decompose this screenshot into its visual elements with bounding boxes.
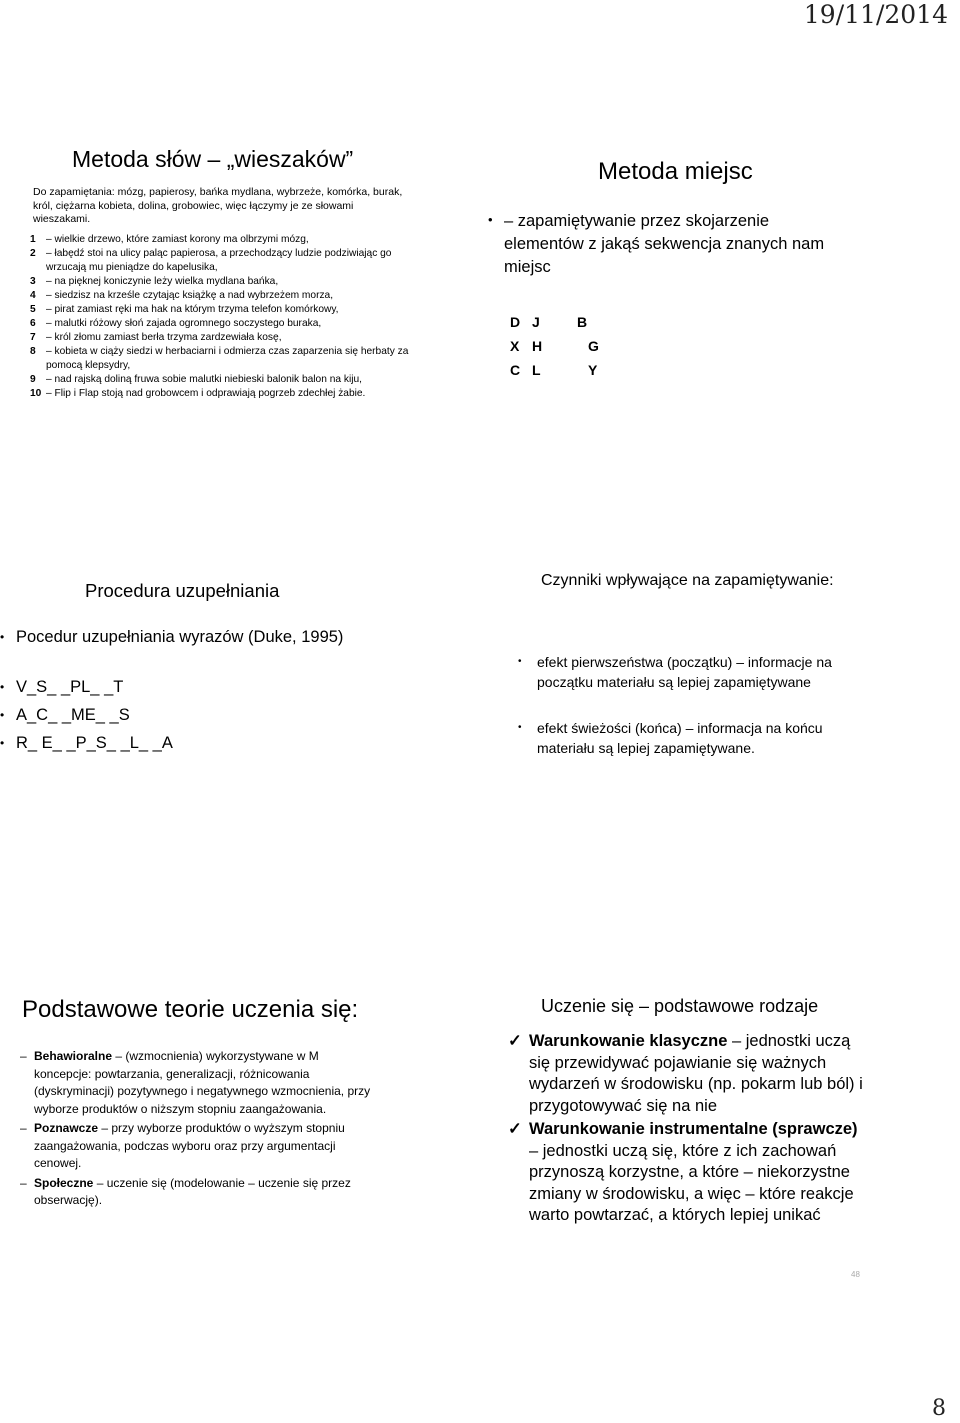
slide6-list [508,1031,868,1229]
bullet-icon: • [0,680,5,694]
list-item: 1 – wielkie drzewo, które zamiast korony ma olbrzymi mózg, [30,234,309,245]
grid-letter: H [532,338,543,354]
list-item: 10 – Flip i Flap stoją nad grobowcem i odprawiają pogrzeb zdechłej żabie. [30,388,366,399]
slide-number: 48 [851,1270,860,1279]
list-item: • A_C_ _ME_ _S [0,706,130,724]
grid-letter: C [510,362,521,378]
bullet-icon: • [518,722,522,733]
slide1-list [30,233,410,401]
checkmark-icon: ✓ [508,1032,522,1050]
slide5-title: Podstawowe teorie uczenia się: [22,996,359,1023]
list-item: • Pocedur uzupełniania wyrazów (Duke, 1995) [0,628,344,646]
list-item: 3 – na pięknej koniczynie leży wielka mydlana bańka, [30,276,279,287]
list-item: 2 – łabędź stoi na ulicy paląc papierosa, a przechodzący ludzie podziwiając go wrzucają mu pieniądze do kapelusika, [30,248,392,273]
slide3-title: Procedura uzupełniania [85,580,280,601]
bullet-icon: • [518,656,522,667]
slide4-list [518,652,863,758]
list-item: 7 – król złomu zamiast berła trzyma zardzewiała kosę, [30,332,282,343]
list-item: ✓ Warunkowanie instrumentalne (sprawcze) – jednostki uczą się, które z ich zachowań przynoszą korzystne, a które – niekorzystne zmiany w środowisku, a więc – które reakcje warto powtarzać, a których lepiej unikać [508,1120,858,1224]
grid-letter: D [510,314,521,330]
list-item: • R_ E_ _P_S_ _L_ _A [0,734,173,752]
bullet-icon: • [0,630,5,644]
list-item: 5 – pirat zamiast ręki ma hak na którym trzyma telefon komórkowy, [30,304,339,315]
list-item: • V_S_ _PL_ _T [0,678,124,696]
slide2-bullet: • – zapamiętywanie przez skojarzenie elementów z jakąś sekwencja znanych nam miejsc [488,210,843,279]
list-item: ✓ Warunkowanie klasyczne – jednostki uczą się przewidywać pojawianie się ważnych wydarzeń w środowisku (np. pokarm lub ból) i przygotowywać się na nie [508,1032,863,1115]
grid-letter: J [532,314,540,330]
list-item: 4 – siedzisz na krześle czytając książkę a nad wybrzeżem morza, [30,290,334,301]
list-item: • efekt pierwszeństwa (początku) – informacje na początku materiału są lepiej zapamiętywane [518,654,832,690]
bullet-icon: • [0,736,5,750]
bullet-icon: • [0,708,5,722]
grid-letter: L [532,362,541,378]
slide4-title: Czynniki wpływające na zapamiętywanie: [541,572,834,589]
slide5-list [20,1048,375,1212]
list-item: – Poznawcze – przy wyborze produktów o wyższym stopniu zaangażowania, podczas wyboru oraz przy argumentacji cenowej. [20,1121,345,1170]
grid-letter: G [588,338,599,354]
bullet-icon: • [488,212,493,227]
list-item: – Behawioralne – (wzmocnienia) wykorzystywane w M koncepcje: powtarzania, generalizacji, różnicowania (dyskryminacji) pozytywnego i negatywnego wzmocnienia, przy wyborze produktów o niższym stopniu zaangażowania. [20,1049,371,1116]
grid-letter: B [577,314,588,330]
slide1-intro: Do zapamiętania: mózg, papierosy, bańka mydlana, wybrzeże, komórka, burak, król, ciężarna kobieta, dolina, grobowiec, więc łączymy je ze słowami wieszakami. [33,186,403,225]
checkmark-icon: ✓ [508,1120,522,1138]
slide1-title: Metoda słów – „wieszaków” [72,146,354,172]
page-number: 8 [932,1396,946,1421]
list-item: • efekt świeżości (końca) – informacja na końcu materiału są lepiej zapamiętywane. [518,720,823,756]
list-item: 8 – kobieta w ciąży siedzi w herbaciarni i odmierza czas zaparzenia się herbaty za pomocą klepsydry, [30,346,409,371]
slide6-title: Uczenie się – podstawowe rodzaje [541,996,819,1016]
grid-letter: Y [588,362,598,378]
list-item: 6 – malutki różowy słoń zajada ogromnego soczystego buraka, [30,318,322,329]
header-date: 19/11/2014 [803,0,948,29]
slide2-title: Metoda miejsc [598,158,753,185]
list-item: – Społeczne – uczenie się (modelowanie – uczenie się przez obserwację). [20,1175,351,1207]
list-item: 9 – nad rajską doliną fruwa sobie malutki niebieski balonik balon na kiju, [30,374,362,385]
slide3-list [0,628,420,756]
grid-letter: X [510,338,520,354]
